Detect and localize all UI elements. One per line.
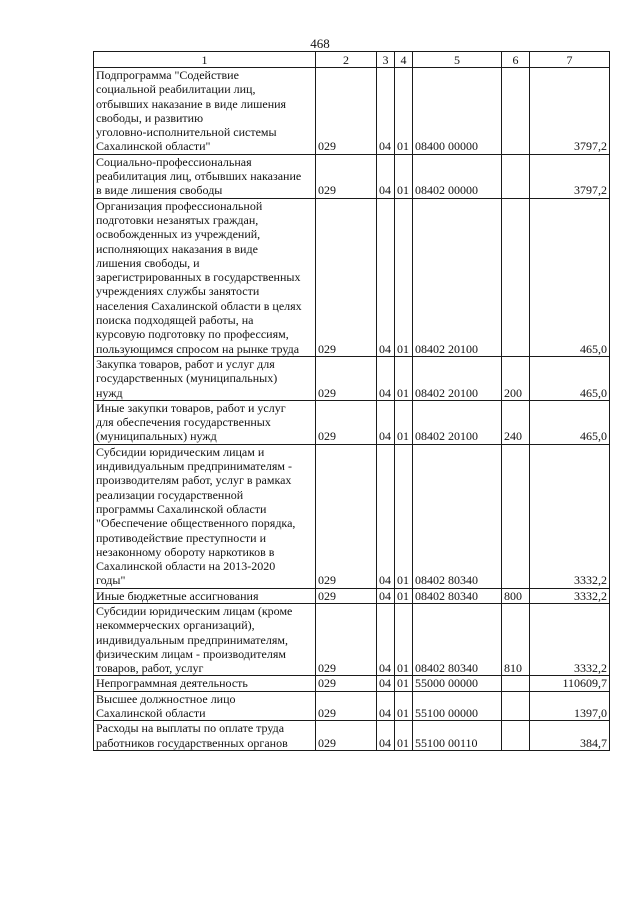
column-header-1: 1	[94, 52, 316, 68]
row-name: Субсидии юридическим лицам и индивидуальным предпринимателям - производителям работ, услуг в рамках реализации государственной программы Сахалинской области "Обеспечение общественного порядка, противодействие преступности и незаконному обороту наркотиков в Сахалинской области на 2013-2020 годы"	[94, 444, 316, 588]
row-amount: 3332,2	[530, 444, 610, 588]
table-row	[94, 400, 610, 444]
row-code-3: 04	[377, 444, 395, 588]
column-header-4: 4	[395, 52, 413, 68]
column-header-3: 3	[377, 52, 395, 68]
row-code-4: 01	[395, 588, 413, 603]
column-header-6: 6	[502, 52, 530, 68]
row-name: Организация профессиональной подготовки незанятых граждан, освобожденных из учреждений, исполняющих наказания в виде лишения свободы, и зарегистрированных в государственных учреждениях службы занятости населения Сахалинской области в целях поиска подходящей работы, на курсовую подготовку по профессиям, пользующимся спросом на рынке труда	[94, 198, 316, 356]
row-name: Иные закупки товаров, работ и услуг для обеспечения государственных (муниципальных) нужд	[94, 400, 316, 444]
row-code-6	[502, 154, 530, 198]
row-code-5: 08402 20100	[413, 400, 502, 444]
row-code-6: 810	[502, 603, 530, 675]
row-code-4: 01	[395, 68, 413, 155]
row-amount: 465,0	[530, 356, 610, 400]
row-name: Подпрограмма "Содействие социальной реабилитации лиц, отбывших наказание в виде лишения свободы, и развитию уголовно-исполнительной системы Сахалинской области"	[94, 68, 316, 155]
row-code-3: 04	[377, 68, 395, 155]
row-code-6	[502, 68, 530, 155]
row-name: Иные бюджетные ассигнования	[94, 588, 316, 603]
row-code-5: 55100 00110	[413, 721, 502, 751]
header-row	[94, 52, 610, 68]
row-amount: 3332,2	[530, 603, 610, 675]
row-code-2: 029	[316, 603, 377, 675]
row-code-5: 55000 00000	[413, 676, 502, 691]
row-amount: 3797,2	[530, 154, 610, 198]
column-header-7: 7	[530, 52, 610, 68]
row-code-3: 04	[377, 603, 395, 675]
row-code-2: 029	[316, 198, 377, 356]
row-code-2: 029	[316, 154, 377, 198]
row-code-2: 029	[316, 721, 377, 751]
row-code-2: 029	[316, 356, 377, 400]
row-code-6	[502, 676, 530, 691]
row-code-6: 200	[502, 356, 530, 400]
row-code-5: 08402 00000	[413, 154, 502, 198]
row-code-6: 240	[502, 400, 530, 444]
row-code-6	[502, 444, 530, 588]
row-code-6: 800	[502, 588, 530, 603]
column-header-5: 5	[413, 52, 502, 68]
table-row	[94, 444, 610, 588]
row-code-4: 01	[395, 603, 413, 675]
row-code-6	[502, 198, 530, 356]
row-code-3: 04	[377, 676, 395, 691]
row-code-6	[502, 691, 530, 721]
row-code-4: 01	[395, 691, 413, 721]
row-code-6	[502, 721, 530, 751]
row-code-4: 01	[395, 356, 413, 400]
row-amount: 110609,7	[530, 676, 610, 691]
row-code-5: 08402 80340	[413, 444, 502, 588]
row-code-5: 55100 00000	[413, 691, 502, 721]
row-name: Субсидии юридическим лицам (кроме некоммерческих организаций), индивидуальным предпринимателям, физическим лицам - производителям товаров, работ, услуг	[94, 603, 316, 675]
row-code-5: 08402 80340	[413, 603, 502, 675]
table-row	[94, 676, 610, 691]
table-row	[94, 603, 610, 675]
row-code-4: 01	[395, 198, 413, 356]
row-code-2: 029	[316, 676, 377, 691]
row-code-5: 08402 20100	[413, 198, 502, 356]
row-code-4: 01	[395, 721, 413, 751]
table-row	[94, 356, 610, 400]
row-name: Расходы на выплаты по оплате труда работников государственных органов	[94, 721, 316, 751]
row-code-3: 04	[377, 721, 395, 751]
row-amount: 3332,2	[530, 588, 610, 603]
row-code-2: 029	[316, 444, 377, 588]
row-amount: 465,0	[530, 400, 610, 444]
page-number: 468	[310, 36, 330, 51]
row-name: Непрограммная деятельность	[94, 676, 316, 691]
row-code-5: 08402 20100	[413, 356, 502, 400]
row-code-3: 04	[377, 588, 395, 603]
budget-table	[93, 51, 610, 751]
row-code-5: 08402 80340	[413, 588, 502, 603]
row-code-4: 01	[395, 400, 413, 444]
row-code-2: 029	[316, 400, 377, 444]
column-header-2: 2	[316, 52, 377, 68]
row-name: Закупка товаров, работ и услуг для государственных (муниципальных) нужд	[94, 356, 316, 400]
row-code-4: 01	[395, 154, 413, 198]
row-code-2: 029	[316, 588, 377, 603]
table-row	[94, 154, 610, 198]
row-code-3: 04	[377, 691, 395, 721]
table-row	[94, 588, 610, 603]
table-row	[94, 198, 610, 356]
row-code-4: 01	[395, 444, 413, 588]
row-code-4: 01	[395, 676, 413, 691]
table-row	[94, 691, 610, 721]
row-code-2: 029	[316, 68, 377, 155]
row-name: Высшее должностное лицо Сахалинской области	[94, 691, 316, 721]
row-amount: 1397,0	[530, 691, 610, 721]
row-code-5: 08400 00000	[413, 68, 502, 155]
row-amount: 384,7	[530, 721, 610, 751]
row-code-2: 029	[316, 691, 377, 721]
row-name: Социально-профессиональная реабилитация лиц, отбывших наказание в виде лишения свободы	[94, 154, 316, 198]
row-code-3: 04	[377, 356, 395, 400]
row-amount: 465,0	[530, 198, 610, 356]
table-row	[94, 68, 610, 155]
row-code-3: 04	[377, 154, 395, 198]
table-row	[94, 721, 610, 751]
row-code-3: 04	[377, 400, 395, 444]
row-amount: 3797,2	[530, 68, 610, 155]
row-code-3: 04	[377, 198, 395, 356]
